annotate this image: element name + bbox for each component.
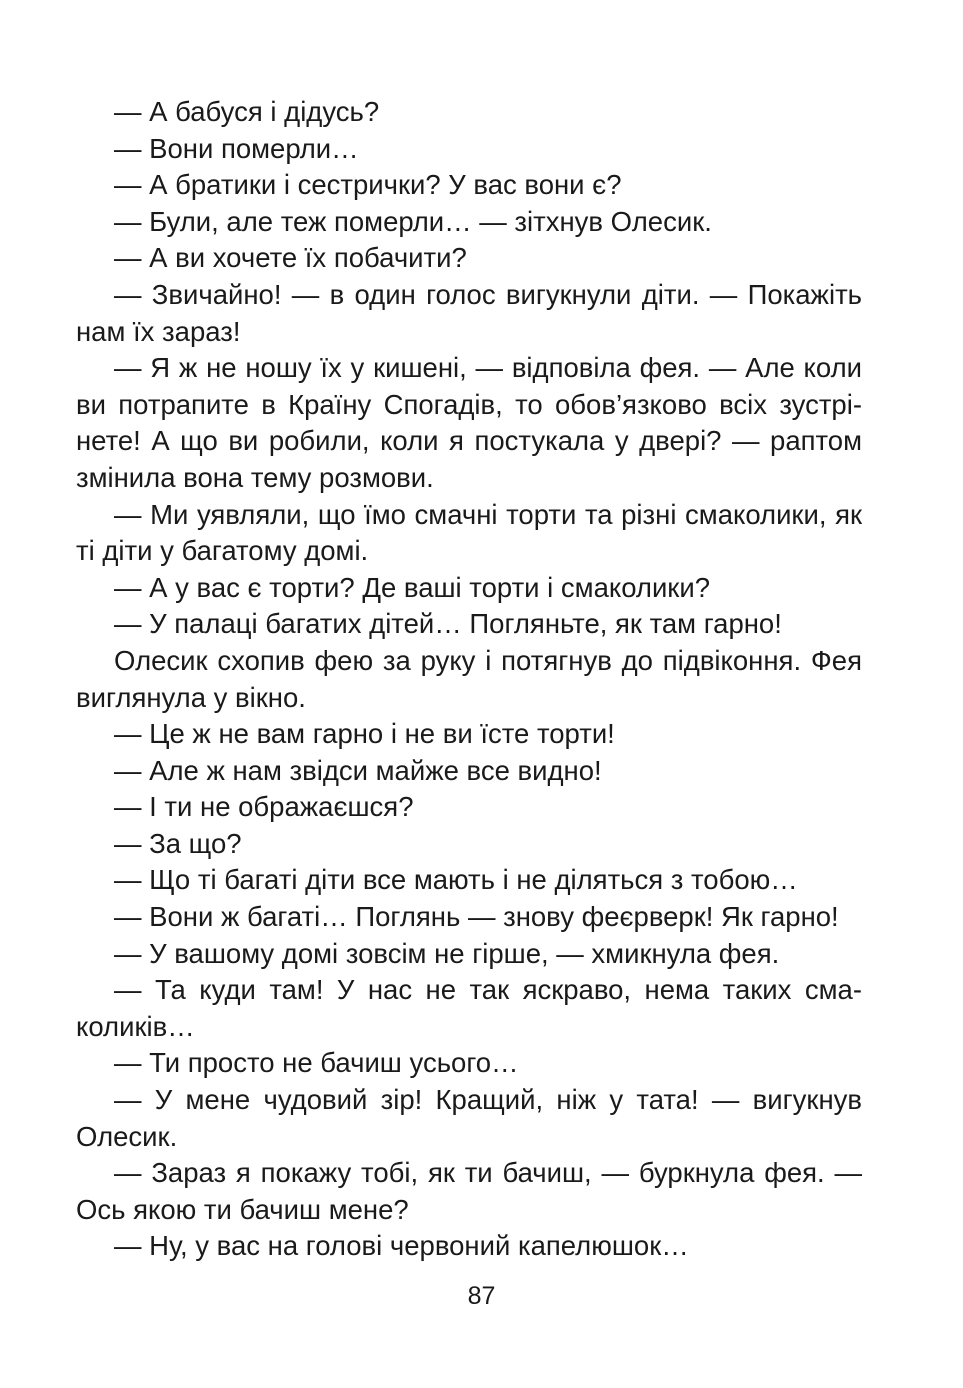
page-number: 87 — [467, 1282, 496, 1310]
paragraph: — Вони померли… — [114, 132, 359, 164]
paragraph: — Та куди там! У нас не так яскраво, нема таких смаколиків… — [76, 974, 862, 1042]
paragraph: — Були, але теж померли… — зітхнув Олесик. — [114, 205, 712, 237]
paragraph: — І ти не ображаєшся? — [114, 791, 414, 823]
paragraph: — Вони ж багаті… Поглянь — знову феєрверк! Як гарно! — [114, 901, 839, 933]
paragraph: — У мене чудовий зір! Кращий, ніж у тата! — вигукнув Олесик. — [76, 1084, 862, 1152]
paragraph: — Ну, у вас на голові червоний капелюшок… — [114, 1230, 689, 1262]
paragraph: — А бабуся і дідусь? — [114, 96, 380, 127]
paragraph: — Звичайно! — в один голос вигукнули діти. — Покажіть нам їх зараз! — [76, 278, 862, 347]
paragraph: — Я ж не ношу їх у кишені, — відповіла фея. — Але коли ви потрапите в Країну Спогадів, то обов’язково всіх зустрінете! А що ви робили, коли я постукала у двері? — раптом змінила вона тему розмови. — [76, 352, 862, 493]
paragraph: — Ми уявляли, що їмо смачні торти та різні смаколики, як ті діти у багатому домі. — [76, 498, 862, 567]
book-page-text — [76, 94, 862, 1265]
paragraph: — Зараз я покажу тобі, як ти бачиш, — буркнула фея. — Ось якою ти бачиш мене? — [76, 1157, 862, 1225]
paragraph: — Це ж не вам гарно і не ви їсте торти! — [114, 718, 615, 750]
paragraph: — У палаці багатих дітей… Погляньте, як там гарно! — [114, 608, 782, 640]
paragraph: Олесик схопив фею за руку і потягнув до підвіконня. Фея виглянула у вікно. — [76, 644, 862, 713]
paragraph: — За що? — [114, 827, 242, 859]
paragraph: — А у вас є торти? Де ваші торти і смаколики? — [114, 571, 710, 603]
paragraph: — А ви хочете їх побачити? — [114, 242, 467, 274]
paragraph: — У вашому домі зовсім не гірше, — хмикнула фея. — [114, 937, 780, 969]
paragraph: — Але ж нам звідси майже все видно! — [114, 754, 602, 786]
paragraph: — Ти просто не бачиш усього… — [114, 1047, 519, 1079]
paragraph: — Що ті багаті діти все мають і не діляться з тобою… — [114, 864, 798, 896]
paragraph: — А братики і сестрички? У вас вони є? — [114, 169, 622, 201]
